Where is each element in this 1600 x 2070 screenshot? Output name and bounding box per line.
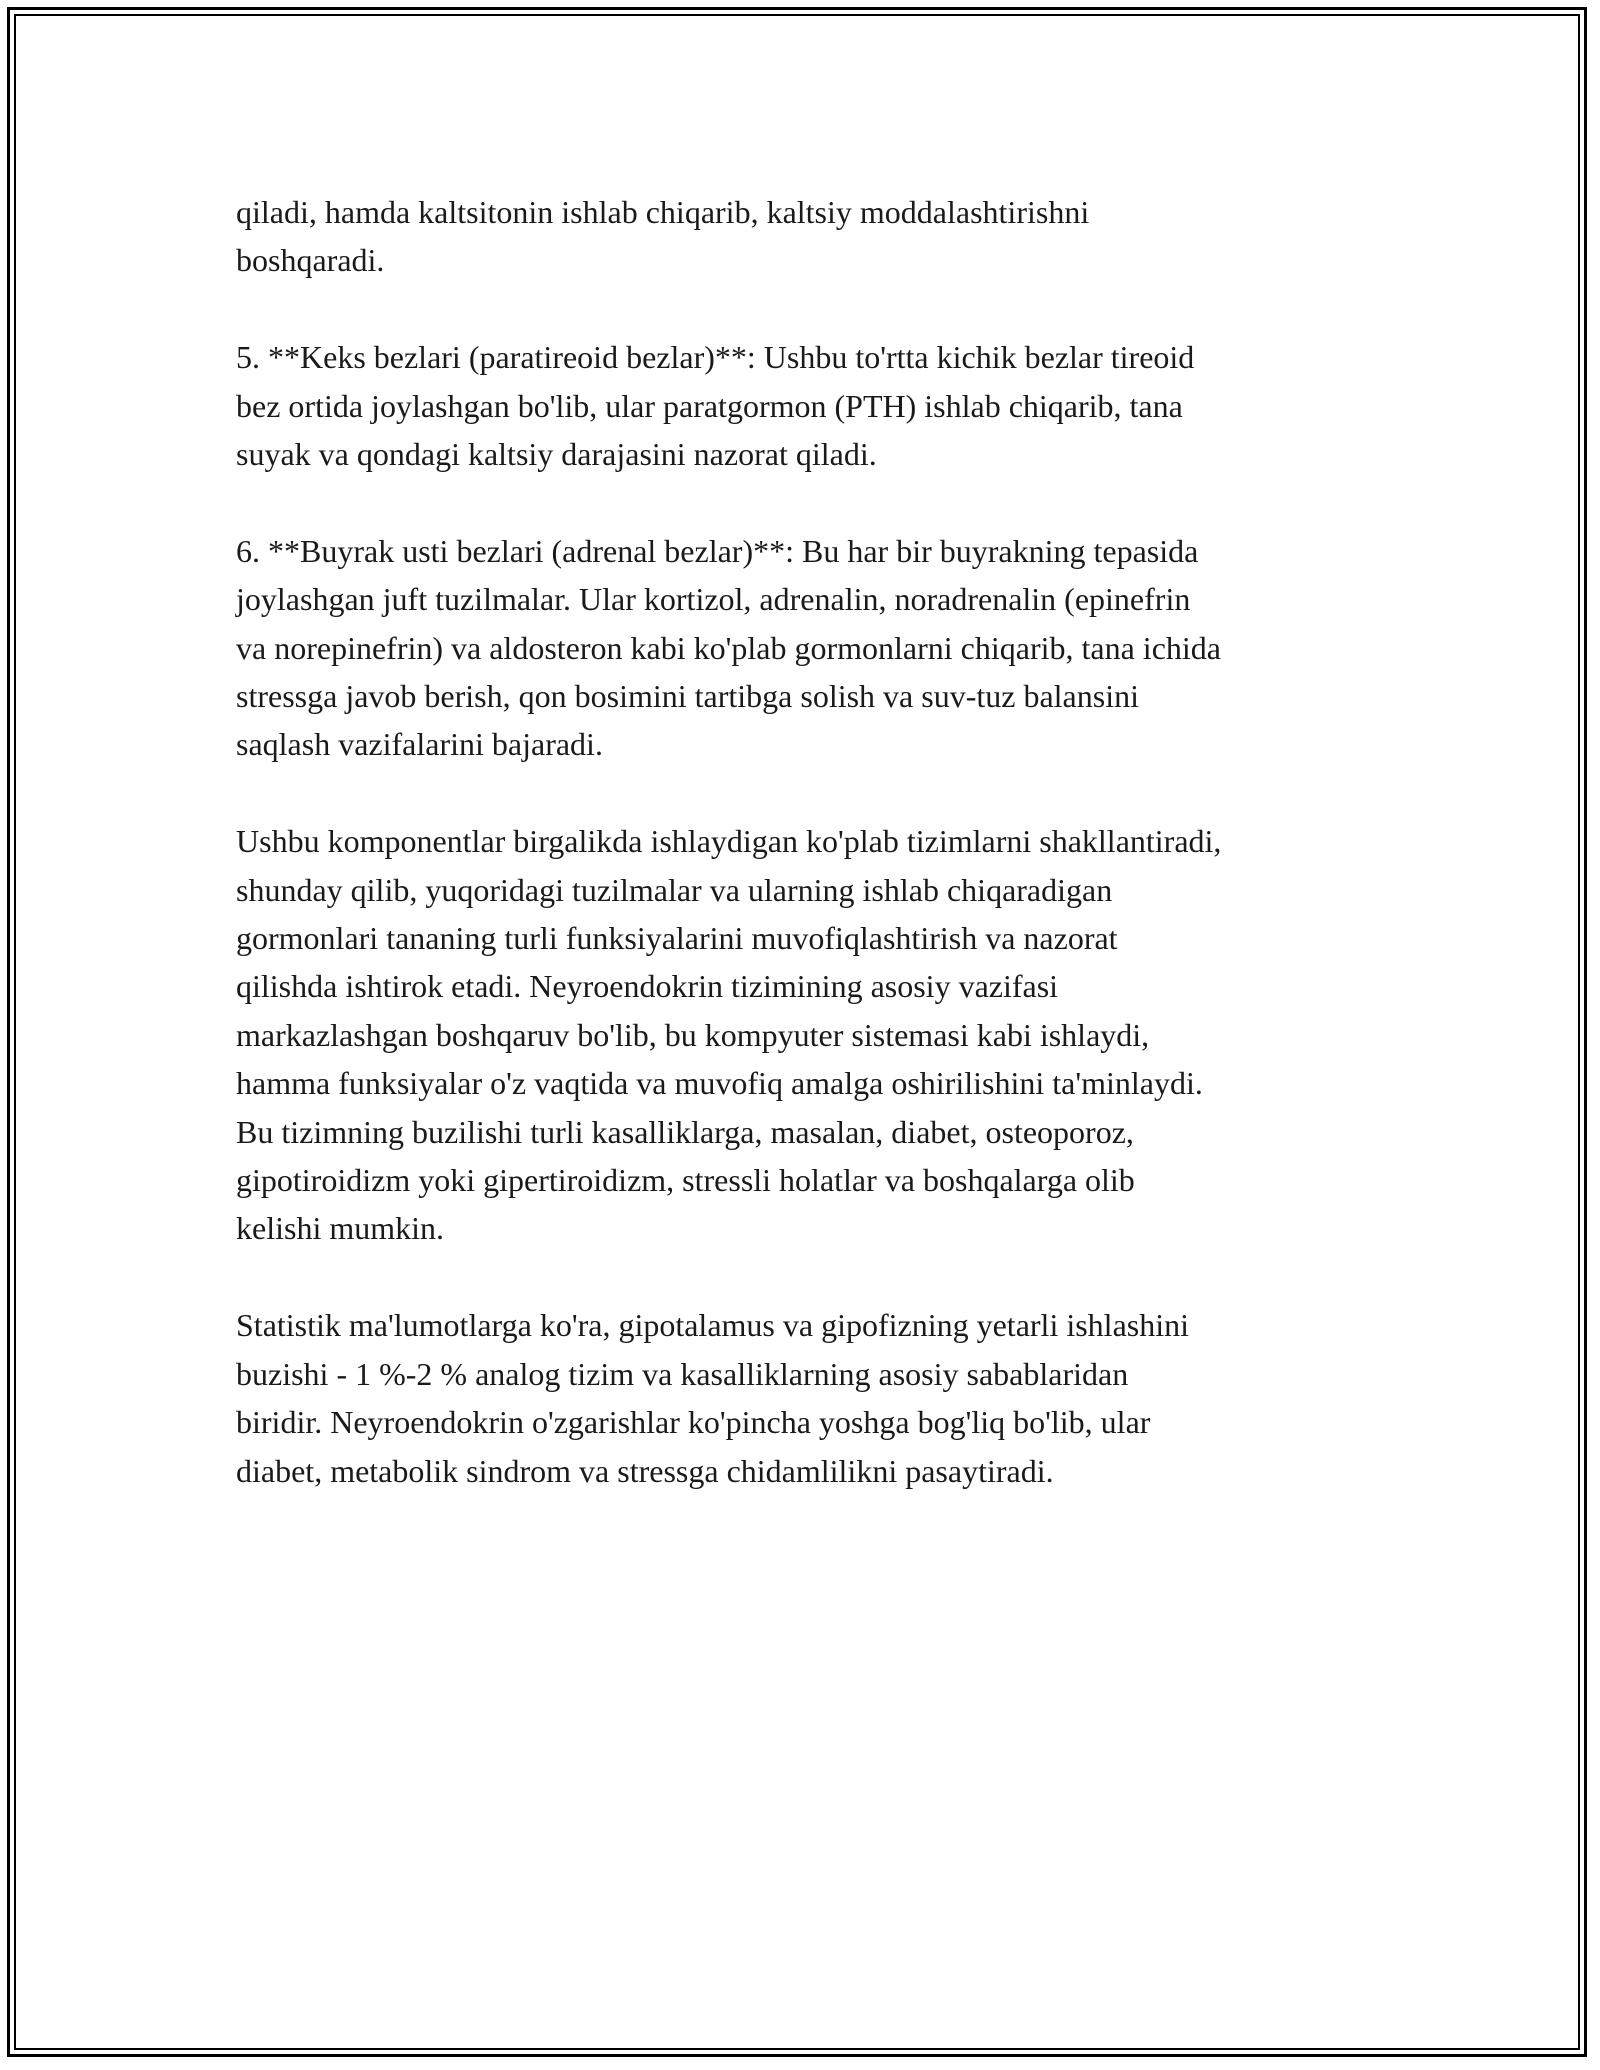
- document-body: [236, 188, 1386, 1543]
- paragraph-thyroid-continuation: qiladi, hamda kaltsitonin ishlab chiqarib, kaltsiy moddalashtirishni boshqaradi.: [236, 194, 1090, 279]
- paragraph-statistics: Statistik ma'lumotlarga ko'ra, gipotalamus va gipofizning yetarli ishlashini buzishi - 1 %-2 % analog tizim va kasalliklarning asosiy sabablaridan biridir. Neyroendokrin o'zgarishlar ko'pincha yoshga bog'liq bo'lib, ular diabet, metabolik sindrom va stressga chidamlilikni pasaytiradi.: [236, 1307, 1189, 1489]
- paragraph-adrenal: 6. **Buyrak usti bezlari (adrenal bezlar)**: Bu har bir buyrakning tepasida joylashgan juft tuzilmalar. Ular kortizol, adrenalin, noradrenalin (epinefrin va norepinefrin) va aldosteron kabi ko'plab gormonlarni chiqarib, tana ichida stressga javob berish, qon bosimini tartibga solish va suv-tuz balansini saqlash vazifalarini bajaradi.: [236, 532, 1221, 763]
- paragraph-components-summary: Ushbu komponentlar birgalikda ishlaydigan ko'plab tizimlarni shakllantiradi, shunday qilib, yuqoridagi tuzilmalar va ularning ishlab chiqaradigan gormonlari tananing turli funksiyalarini muvofiqlashtirish va nazorat qilishda ishtirok etadi. Neyroendokrin tizimining asosiy vazifasi markazlashgan boshqaruv bo'lib, bu kompyuter sistemasi kabi ishlaydi, hamma funksiyalar o'z vaqtida va muvofiq amalga oshirilishini ta'minlaydi. Bu tizimning buzilishi turli kasalliklarga, masalan, diabet, osteoporoz, gipotiroidizm yoki gipertiroidizm, stressli holatlar va boshqalarga olib kelishi mumkin.: [236, 823, 1222, 1247]
- paragraph-parathyroid: 5. **Keks bezlari (paratireoid bezlar)**: Ushbu to'rtta kichik bezlar tireoid bez ortida joylashgan bo'lib, ular paratgormon (PTH) ishlab chiqarib, tana suyak va qondagi kaltsiy darajasini nazorat qiladi.: [236, 339, 1195, 473]
